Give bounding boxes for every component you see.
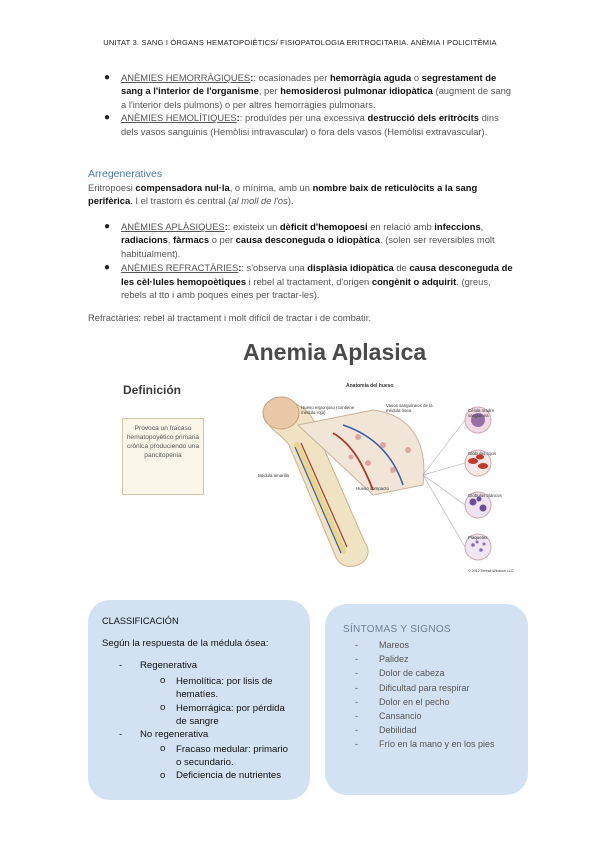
bold: congènit o adquirit	[371, 275, 457, 287]
label-blancos: Glóbulos blancos	[468, 493, 502, 498]
text: : produïdes per una excessiva	[239, 112, 368, 124]
page-header: UNITAT 3. SANG I ÒRGANS HEMATOPOIÈTICS/ FISIOPATOLOGIA ERITROCITARIA. ANÈMIA I POLICITÈMIA	[103, 38, 497, 47]
term: ANÈMIES HEMOLÍTIQUES	[121, 112, 237, 124]
colon: :	[236, 112, 240, 124]
symptoms-list	[355, 638, 495, 752]
colon: :	[250, 72, 254, 83]
bullet-hemorragiques	[104, 71, 516, 111]
class-deficiencia: Deficiencia de nutrientes	[176, 770, 282, 781]
class-regenerativa: Regenerativa	[140, 660, 198, 671]
refractaries-note: Refractàries: rebel al tractament i molt difícil de tractar i de combatir.	[88, 312, 371, 323]
label-vasos: Vasos sanguíneos de la médula ósea	[386, 403, 433, 413]
symptom-item: - Cansancio	[355, 711, 422, 722]
bullet-dot: ●	[104, 112, 111, 124]
symptom-item: - Dificultad para respirar	[355, 682, 470, 693]
bold: segrestament de sang a l'interior de l'organisme	[121, 72, 497, 97]
symptoms-card	[325, 604, 528, 795]
text: : ocasionades per	[253, 72, 330, 83]
colon: :	[238, 262, 242, 274]
text: ,	[480, 221, 484, 232]
bullets-top	[104, 71, 516, 138]
text: ).	[287, 195, 294, 207]
class-no-regenerativa: No regenerativa	[140, 729, 209, 740]
text: (augment de sang a l'interior dels pulmons) o per altres hemorràgies pulmonars.	[121, 85, 512, 110]
bold: hemorràgia aguda	[329, 72, 412, 83]
classification-card	[88, 600, 310, 800]
colon: :	[224, 221, 228, 232]
anemia-aplasica-figure	[88, 333, 514, 577]
term: ANÈMIES REFRACTÀRIES	[121, 262, 239, 274]
text: . (greus, rebels al tto i amb poques eines per tractar-les).	[121, 275, 491, 301]
symptom-item: - Frío en la mano y en los pies	[355, 739, 495, 750]
bold: causa desconeguda de les cèl·lules hemopoètiques	[121, 262, 513, 287]
text: . (solen ser reversibles molt habitualment).	[121, 234, 495, 259]
bullet-dot: ●	[104, 262, 111, 274]
label-anat-title: Anatomía del hueso	[346, 383, 394, 389]
bullet-dot: ●	[104, 221, 111, 232]
class-fracaso-medular: Fracaso medular: primario o secundario.	[176, 744, 288, 768]
text: Eritropoesi	[88, 182, 136, 193]
bold: infeccions	[434, 221, 481, 232]
circle-bullet: o	[160, 702, 166, 713]
text: o per	[209, 234, 236, 246]
bold: compensadora nul·la	[135, 182, 230, 193]
dash: -	[119, 729, 123, 740]
label-amarilla: Médula amarilla	[258, 473, 289, 478]
text: i rebel al tractament, d'origen	[246, 275, 372, 287]
bold: dèficit d'hemopoesi	[279, 221, 368, 232]
text: , per	[258, 85, 281, 97]
bold: hemosiderosi pulmonar idiopàtica	[280, 85, 433, 97]
symptoms-title: SÍNTOMAS Y SIGNOS	[343, 624, 451, 635]
bold: causa desconeguda o idiopàtica	[235, 234, 380, 246]
label-plaquetas: Plaquetas	[468, 535, 488, 540]
circle-bullet: o	[160, 743, 166, 754]
bullet-hemolitiques	[104, 111, 516, 138]
bullet-refractaries	[104, 261, 517, 301]
symptom-item: - Dolor de cabeza	[355, 668, 445, 679]
bullet-aplasiques	[104, 220, 517, 260]
text: , o mínima, amb un	[229, 182, 313, 193]
class-hemorragica: Hemorrágica: por pérdida de sangre	[176, 703, 285, 727]
symptom-text: Cansancio	[379, 711, 422, 722]
bold: displàsia idiopàtica	[307, 262, 394, 274]
symptom-text: Dolor de cabeza	[379, 668, 445, 679]
figure-definition-heading: Definición	[123, 383, 182, 397]
label-rojos: Glóbulos rojos	[468, 451, 497, 456]
text: ,	[167, 234, 174, 246]
text: : existeix un	[227, 221, 280, 232]
symptom-text: Dificultad para respirar	[379, 682, 470, 693]
symptom-item: - Dolor en el pecho	[355, 696, 450, 707]
bold: nombre baix de reticulòcits a la sang perifèrica	[88, 182, 478, 207]
figure-definition-box: Provoca un fracaso hematopoyético primaria crónica produciendo una pancitopenia	[122, 418, 204, 495]
symptom-text: Frío en la mano y en los pies	[379, 739, 495, 750]
symptom-item: - Mareos	[355, 640, 410, 650]
bullets-mid	[104, 220, 517, 301]
bold: radiacions	[121, 234, 168, 246]
bullet-dot: ●	[104, 72, 111, 83]
classification-title: CLASSIFICACIÓN	[102, 616, 179, 626]
symptom-item: - Palidez	[355, 654, 409, 665]
text: en relació amb	[367, 221, 435, 232]
symptom-item: - Debilidad	[355, 725, 417, 736]
dash: -	[119, 660, 123, 671]
arr-paragraph	[88, 181, 518, 208]
label-celula: Célula madre sanguínea	[468, 408, 495, 418]
classification-subtitle: Según la respuesta de la médula ósea:	[102, 638, 269, 649]
label-compacto: Hueso compacto	[356, 486, 389, 491]
bold: destrucció dels eritròcits	[367, 112, 479, 124]
text: : s'observa una	[241, 262, 308, 274]
label-esponjoso: Hueso esponjoso (contiene médula roja)	[301, 405, 355, 415]
class-hemolitica: Hemolítica: por lisis de hematíes.	[176, 676, 273, 700]
text: o	[411, 72, 422, 83]
circle-bullet: o	[160, 675, 166, 686]
bold: fàrmacs	[173, 234, 210, 246]
circle-bullet: o	[160, 770, 166, 781]
text: de	[393, 262, 410, 274]
symptom-text: Dolor en el pecho	[379, 696, 450, 707]
label-copyright: © 2012 Terese Winslow LLC	[468, 569, 514, 573]
term: ANÈMIES HEMORRÀGIQUES	[121, 72, 251, 83]
symptom-text: Mareos	[379, 640, 410, 650]
text: dins dels vasos sanguinis (Hemòlisi intravascular) o fora dels vasos (Hemòlisi extravascular).	[121, 112, 499, 137]
term: ANÈMIES APLÀSIQUES	[121, 221, 225, 232]
symptom-text: Palidez	[379, 654, 409, 665]
section-title: Arregeneratives	[88, 168, 163, 180]
figure-title: Anemia Aplasica	[243, 339, 427, 365]
symptom-text: Debilidad	[379, 725, 417, 736]
text: . I el trastorn és central (	[130, 195, 232, 207]
italic: al moll de l'os	[231, 195, 288, 207]
